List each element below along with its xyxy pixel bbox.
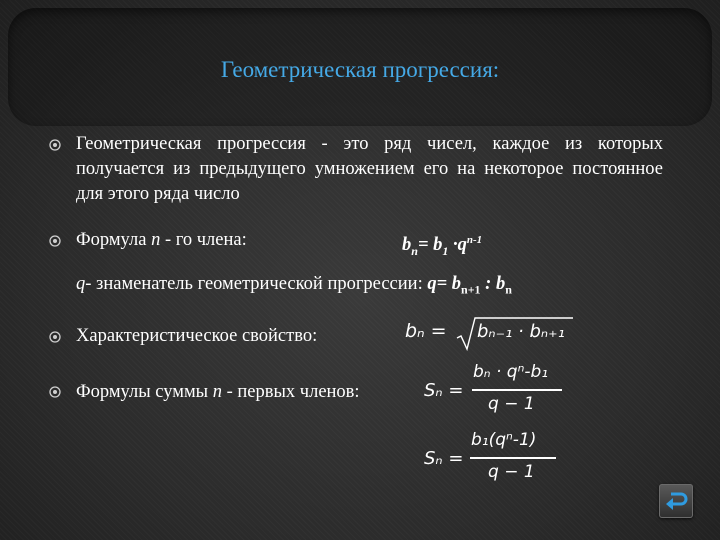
sum-formulas-label: Формулы суммы n - первых членов: [76, 382, 360, 402]
sum1-fraction-bar [472, 389, 562, 391]
sum2-fraction-bar [470, 457, 556, 459]
bullet-icon [49, 139, 61, 151]
sum2-numerator: b₁(qⁿ-1) [471, 430, 537, 450]
bullet-icon [49, 386, 61, 398]
sum1-numerator: bₙ · qⁿ-b₁ [473, 362, 549, 382]
definition-text: Геометрическая прогрессия - это ряд чисел, каждое из которых получается из предыдущего умножением его на некоторое постоянное для этого ряда число [76, 134, 663, 204]
slide-title: Геометрическая прогрессия: [220, 57, 500, 82]
nth-term-label: Формула n - го члена: [76, 230, 247, 250]
bullet-icon [49, 235, 61, 247]
return-button[interactable] [659, 484, 693, 518]
nth-term-formula: $b_n= b_1 \cdot q^{n-1}$ [402, 234, 483, 258]
characteristic-lhs: bₙ = [405, 320, 447, 342]
characteristic-label: Характеристическое свойство: [76, 326, 318, 346]
sum2-denominator: q − 1 [488, 462, 535, 482]
bullet-icon [49, 331, 61, 343]
sum1-lhs: Sₙ = [424, 380, 464, 401]
ratio-definition: q- знаменатель геометрической прогрессии: $q= b_{n+1}$ : $b_n$ [76, 274, 512, 297]
return-arrow-icon [664, 490, 688, 512]
characteristic-radicand: bₙ₋₁ · bₙ₊₁ [477, 321, 565, 342]
sum2-lhs: Sₙ = [424, 448, 464, 469]
sum1-denominator: q − 1 [488, 394, 535, 414]
